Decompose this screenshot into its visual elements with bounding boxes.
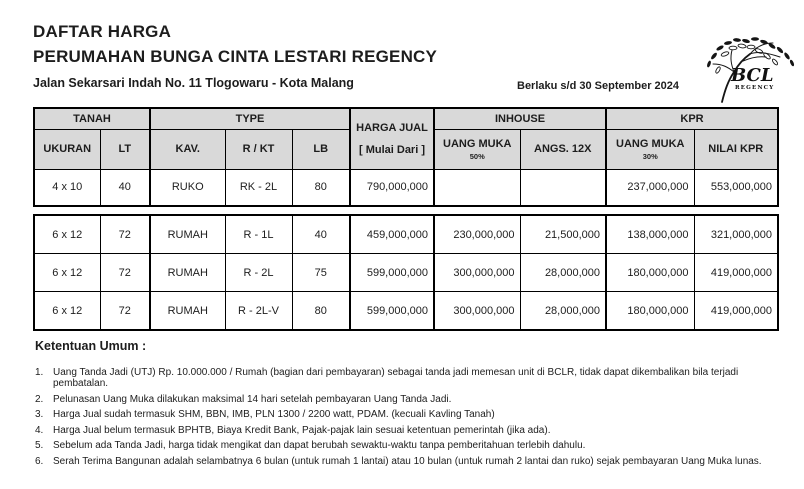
cell-lb: 80 bbox=[292, 169, 350, 206]
column-header-kav: KAV. bbox=[150, 129, 225, 169]
cell-angs: 21,500,000 bbox=[520, 215, 606, 254]
cell-rkt: R - 2L-V bbox=[225, 292, 292, 331]
cell-ukuran: 6 x 12 bbox=[34, 254, 100, 292]
cell-uang-muka-inhouse: 300,000,000 bbox=[434, 292, 520, 331]
table-row-rumah bbox=[34, 292, 778, 331]
validity-date: Berlaku s/d 30 September 2024 bbox=[517, 80, 680, 92]
cell-uang-muka-inhouse: 300,000,000 bbox=[434, 254, 520, 292]
group-header-kpr: KPR bbox=[606, 108, 778, 129]
terms-item-text: Harga Jual belum termasuk BPHTB, Biaya Kredit Bank, Pajak-pajak lain sesuai ketentuan pemerintah (jika ada). bbox=[53, 424, 551, 436]
terms-item-text: Serah Terima Bangunan adalah selambatnya 6 bulan (untuk rumah 1 lantai) atau 10 bulan (untuk rumah 2 lantai dan ruko) sejak pembayaran Uang Muka lunas. bbox=[53, 455, 762, 467]
terms-item-number: 2. bbox=[35, 393, 44, 405]
cell-uang-muka-kpr: 180,000,000 bbox=[606, 292, 694, 331]
column-header-rkt: R / KT bbox=[225, 129, 292, 169]
terms-item bbox=[35, 425, 780, 436]
table-row-ruko bbox=[34, 169, 778, 206]
terms-item bbox=[35, 367, 780, 389]
cell-lt: 72 bbox=[100, 292, 150, 331]
cell-angs: 28,000,000 bbox=[520, 254, 606, 292]
logo-subtext: REGENCY bbox=[735, 85, 775, 91]
tree-branch-icon bbox=[698, 34, 802, 104]
terms-item bbox=[35, 394, 780, 405]
group-header-inhouse: INHOUSE bbox=[434, 108, 606, 129]
terms-item-number: 6. bbox=[35, 455, 44, 467]
uang-muka-label: UANG MUKA bbox=[443, 137, 512, 150]
cell-ukuran: 6 x 12 bbox=[34, 292, 100, 331]
cell-uang-muka-kpr: 237,000,000 bbox=[606, 169, 694, 206]
cell-angs bbox=[520, 169, 606, 206]
cell-kav: RUMAH bbox=[150, 292, 225, 331]
terms-item-number: 5. bbox=[35, 440, 44, 452]
cell-lt: 40 bbox=[100, 169, 150, 206]
cell-nilai-kpr: 553,000,000 bbox=[694, 169, 778, 206]
uang-muka-label: UANG MUKA bbox=[616, 137, 685, 150]
page-title: DAFTAR HARGA bbox=[33, 22, 172, 41]
column-header-lb: LB bbox=[292, 129, 350, 169]
cell-kav: RUMAH bbox=[150, 215, 225, 254]
cell-rkt: RK - 2L bbox=[225, 169, 292, 206]
cell-rkt: R - 1L bbox=[225, 215, 292, 254]
cell-nilai-kpr: 419,000,000 bbox=[694, 254, 778, 292]
table-row-rumah bbox=[34, 215, 778, 254]
column-header-uang-muka-kpr bbox=[606, 129, 694, 169]
uang-muka-percent: 30% bbox=[642, 151, 658, 161]
cell-rkt: R - 2L bbox=[225, 254, 292, 292]
cell-ukuran: 4 x 10 bbox=[34, 169, 100, 206]
terms-item-text: Pelunasan Uang Muka dilakukan maksimal 14 hari setelah pembayaran Uang Tanda Jadi. bbox=[53, 393, 452, 405]
bcl-logo bbox=[698, 34, 802, 104]
cell-nilai-kpr: 419,000,000 bbox=[694, 292, 778, 331]
terms-item-number: 1. bbox=[35, 367, 44, 378]
terms-item-text: Uang Tanda Jadi (UTJ) Rp. 10.000.000 / Rumah (bagian dari pembayaran) sebagai tanda jadi memesan unit di BCLR, tidak dapat dikembalikan bila terjadi pembatalan. bbox=[53, 367, 739, 389]
price-table-ruko bbox=[33, 107, 779, 207]
cell-harga-jual: 599,000,000 bbox=[350, 292, 434, 331]
terms-item-number: 3. bbox=[35, 409, 44, 421]
terms-item-text: Harga Jual sudah termasuk SHM, BBN, IMB, PLN 1300 / 2200 watt, PDAM. (kecuali Kavling Tanah) bbox=[53, 409, 495, 421]
cell-lt: 72 bbox=[100, 254, 150, 292]
cell-nilai-kpr: 321,000,000 bbox=[694, 215, 778, 254]
terms-item-number: 4. bbox=[35, 424, 44, 436]
terms-title: Ketentuan Umum : bbox=[35, 339, 147, 353]
column-header-angs: ANGS. 12X bbox=[520, 129, 606, 169]
cell-uang-muka-kpr: 180,000,000 bbox=[606, 254, 694, 292]
column-header-ukuran: UKURAN bbox=[34, 129, 100, 169]
cell-ukuran: 6 x 12 bbox=[34, 215, 100, 254]
column-header-harga-jual bbox=[350, 108, 434, 169]
logo-text: BCL bbox=[731, 65, 774, 86]
cell-kav: RUMAH bbox=[150, 254, 225, 292]
terms-item-text: Sebelum ada Tanda Jadi, harga tidak mengikat dan dapat berubah sewaktu-waktu tanpa pemberitahuan terlebih dahulu. bbox=[53, 440, 586, 452]
table-row-rumah bbox=[34, 254, 778, 292]
column-header-nilai-kpr: NILAI KPR bbox=[694, 129, 778, 169]
cell-lb: 80 bbox=[292, 292, 350, 331]
cell-kav: RUKO bbox=[150, 169, 225, 206]
terms-item bbox=[35, 440, 780, 451]
project-address: Jalan Sekarsari Indah No. 11 Tlogowaru - Kota Malang bbox=[33, 76, 354, 90]
terms-item bbox=[35, 409, 780, 420]
cell-harga-jual: 459,000,000 bbox=[350, 215, 434, 254]
column-header-uang-muka-inhouse bbox=[434, 129, 520, 169]
harga-jual-label: HARGA JUAL bbox=[356, 121, 428, 134]
cell-harga-jual: 599,000,000 bbox=[350, 254, 434, 292]
cell-uang-muka-inhouse: 230,000,000 bbox=[434, 215, 520, 254]
terms-item bbox=[35, 456, 780, 467]
cell-lt: 72 bbox=[100, 215, 150, 254]
mulai-dari-label: [ Mulai Dari ] bbox=[358, 143, 425, 156]
column-header-lt: LT bbox=[100, 129, 150, 169]
price-table-rumah bbox=[33, 214, 779, 331]
uang-muka-percent: 50% bbox=[469, 151, 485, 161]
cell-lb: 75 bbox=[292, 254, 350, 292]
cell-angs: 28,000,000 bbox=[520, 292, 606, 331]
cell-harga-jual: 790,000,000 bbox=[350, 169, 434, 206]
group-header-row bbox=[34, 108, 778, 129]
terms-section bbox=[35, 339, 780, 472]
group-header-type: TYPE bbox=[150, 108, 350, 129]
group-header-tanah: TANAH bbox=[34, 108, 150, 129]
project-title: PERUMAHAN BUNGA CINTA LESTARI REGENCY bbox=[33, 47, 438, 66]
cell-uang-muka-inhouse bbox=[434, 169, 520, 206]
cell-uang-muka-kpr: 138,000,000 bbox=[606, 215, 694, 254]
cell-lb: 40 bbox=[292, 215, 350, 254]
